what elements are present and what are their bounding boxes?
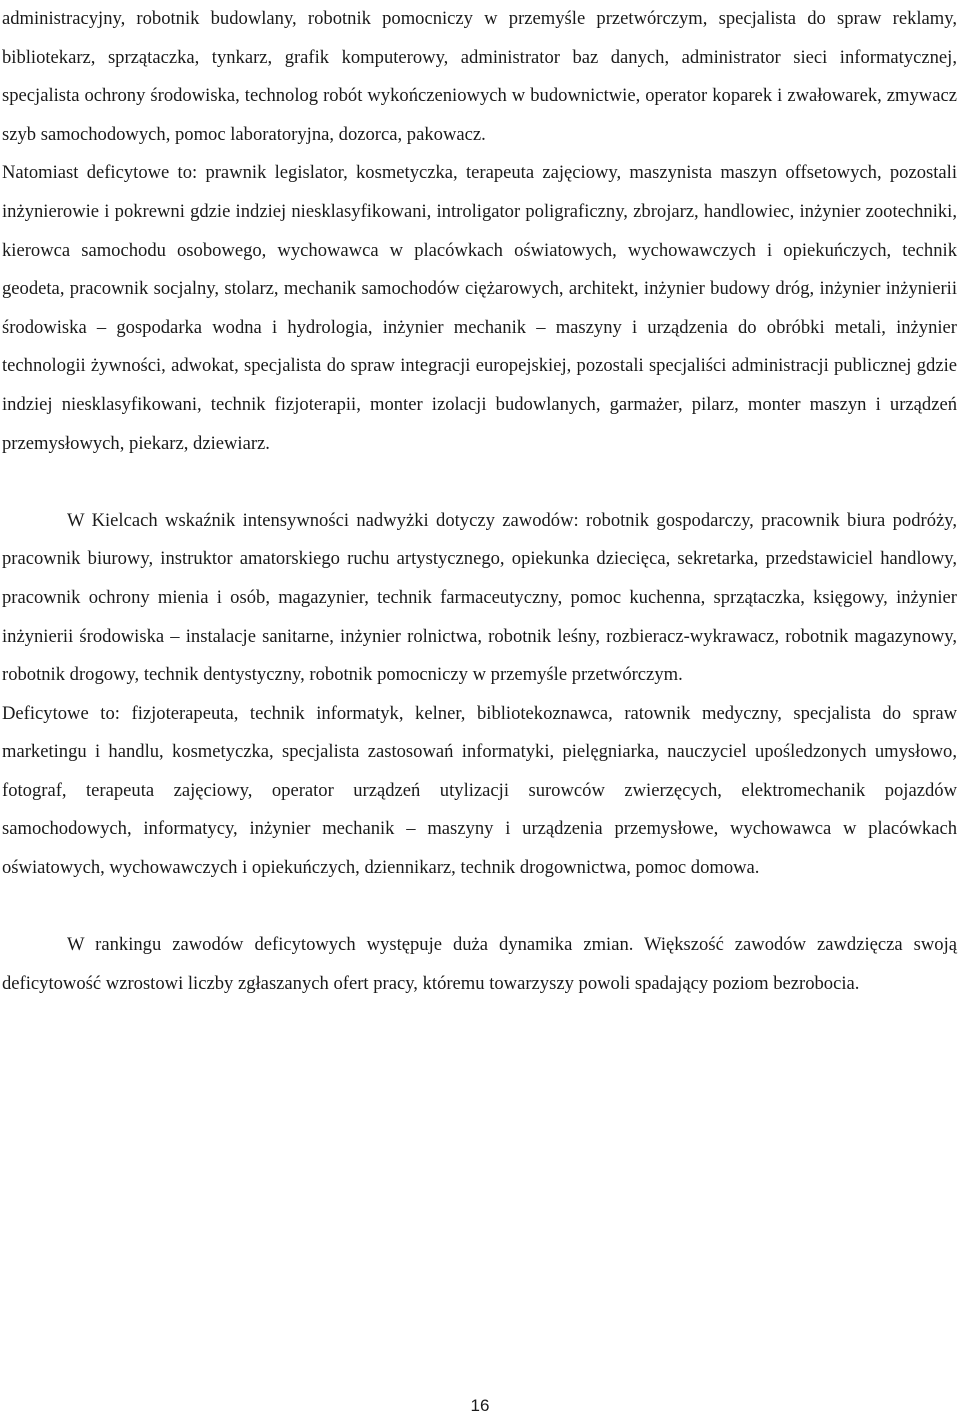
paragraph-surplus-professions-continued: administracyjny, robotnik budowlany, robotnik pomocniczy w przemyśle przetwórczym, specjalista do spraw reklamy, bibliotekarz, sprzątaczka, tynkarz, grafik komputerowy, administrator baz danych, administrator sieci informatycznej, specjalista ochrony środowiska, technolog robót wykończeniowych w budownictwie, operator koparek i zwałowarek, zmywacz szyb samochodowych, pomoc laboratoryjna, dozorca, pakowacz. [2,8,957,145]
page-number: 16 [470,1396,490,1415]
paragraph-kielce-deficit: Deficytowe to: fizjoterapeuta, technik informatyk, kelner, bibliotekoznawca, ratownik medyczny, specjalista do spraw marketingu i handlu, kosmetyczka, specjalista zastosowań informatyki, pielęgniarka, nauczyciel upośledzonych umysłowo, fotograf, terapeuta zajęciowy, operator urządzeń utylizacji surowców zwierzęcych, elektromechanik pojazdów samochodowych, informatycy, inżynier mechanik – maszyny i urządzenia przemysłowe, wychowawca w placówkach oświatowych, wychowawczych i opiekuńczych, dziennikarz, technik drogownictwa, pomoc domowa. [2,702,957,879]
paragraph-gap [2,463,957,502]
paragraph-ranking-dynamics: W rankingu zawodów deficytowych występuje duża dynamika zmian. Większość zawodów zawdzięcza swoją deficytowość wzrostowi liczby zgłaszanych ofert pracy, któremu towarzyszy powoli spadający poziom bezrobocia. [2,934,957,994]
paragraph-kielce-surplus: W Kielcach wskaźnik intensywności nadwyżki dotyczy zawodów: robotnik gospodarczy, pracownik biura podróży, pracownik biurowy, instruktor amatorskiego ruchu artystycznego, opiekunka dziecięca, sekretarka, przedstawiciel handlowy, pracownik ochrony mienia i osób, magazynier, technik farmaceutyczny, pomoc kuchenna, sprzątaczka, księgowy, inżynier inżynierii środowiska – instalacje sanitarne, inżynier rolnictwa, robotnik leśny, rozbieracz-wykrawacz, robotnik magazynowy, robotnik drogowy, technik dentystyczny, robotnik pomocniczy w przemyśle przetwórczym. [2,509,957,686]
document-body [2,0,957,1003]
paragraph-gap [2,888,957,927]
paragraph-deficit-professions: Natomiast deficytowe to: prawnik legislator, kosmetyczka, terapeuta zajęciowy, maszynista maszyn offsetowych, pozostali inżynierowie i pokrewni gdzie indziej niesklasyfikowani, introligator poligraficzny, zbrojarz, handlowiec, inżynier zootechniki, kierowca samochodu osobowego, wychowawca w placówkach oświatowych, wychowawczych i opiekuńczych, technik geodeta, pracownik socjalny, stolarz, mechanik samochodów ciężarowych, architekt, inżynier budowy dróg, inżynier inżynierii środowiska – gospodarka wodna i hydrologia, inżynier mechanik – maszyny i urządzenia do obróbki metali, inżynier technologii żywności, adwokat, specjalista do spraw integracji europejskiej, pozostali specjaliści administracji publicznej gdzie indziej niesklasyfikowani, technik fizjoterapii, monter izolacji budowlanych, garmażer, pilarz, monter maszyn i urządzeń przemysłowych, piekarz, dziewiarz. [2,162,957,454]
